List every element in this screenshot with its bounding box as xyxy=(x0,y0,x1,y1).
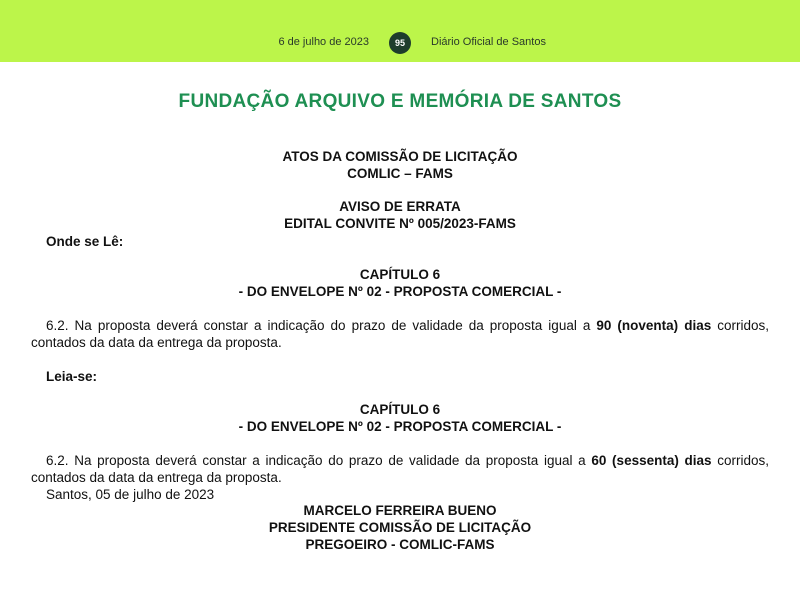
signature-role: PRESIDENTE COMISSÃO DE LICITAÇÃO xyxy=(268,520,532,535)
clause-original-bold: 90 (noventa) dias xyxy=(596,318,712,333)
clause-original xyxy=(31,317,769,351)
notice-edital: EDITAL CONVITE Nº 005/2023-FAMS xyxy=(284,216,516,231)
section-subtitle: COMLIC – FAMS xyxy=(347,166,453,181)
place-date: Santos, 05 de julho de 2023 xyxy=(46,487,215,502)
clause-original-text: 6.2. Na proposta deverá constar a indicação do prazo de validade da proposta igual a xyxy=(46,318,597,333)
notice-title: AVISO DE ERRATA xyxy=(339,199,461,214)
clause-corrected-text: 6.2. Na proposta deverá constar a indicação do prazo de validade da proposta igual a xyxy=(46,453,592,468)
chapter-heading-2: CAPÍTULO 6 xyxy=(359,402,441,417)
page-title: FUNDAÇÃO ARQUIVO E MEMÓRIA DE SANTOS xyxy=(178,91,622,112)
clause-corrected-bold: 60 (sessenta) dias xyxy=(591,453,712,468)
onde-se-le-label: Onde se Lê: xyxy=(46,234,124,249)
header-date: 6 de julho de 2023 xyxy=(278,36,369,48)
signature-role-2: PREGOEIRO - COMLIC-FAMS xyxy=(305,537,495,552)
signature-name: MARCELO FERREIRA BUENO xyxy=(303,503,497,518)
clause-original-tail: corridos, contados da data da entrega da proposta. xyxy=(31,318,770,350)
leia-se-label: Leia-se: xyxy=(46,369,98,384)
clause-corrected xyxy=(31,452,769,486)
chapter-subtitle-1: - DO ENVELOPE Nº 02 - PROPOSTA COMERCIAL - xyxy=(238,284,562,299)
chapter-heading-1: CAPÍTULO 6 xyxy=(359,267,441,282)
chapter-subtitle-2: - DO ENVELOPE Nº 02 - PROPOSTA COMERCIAL - xyxy=(238,419,562,434)
page-header xyxy=(0,0,800,62)
section-title: ATOS DA COMISSÃO DE LICITAÇÃO xyxy=(282,149,518,164)
publication-name: Diário Oficial de Santos xyxy=(431,36,546,48)
page-number-badge: 95 xyxy=(389,32,411,54)
clause-corrected-tail: corridos, contados da data da entrega da proposta. xyxy=(31,453,769,485)
